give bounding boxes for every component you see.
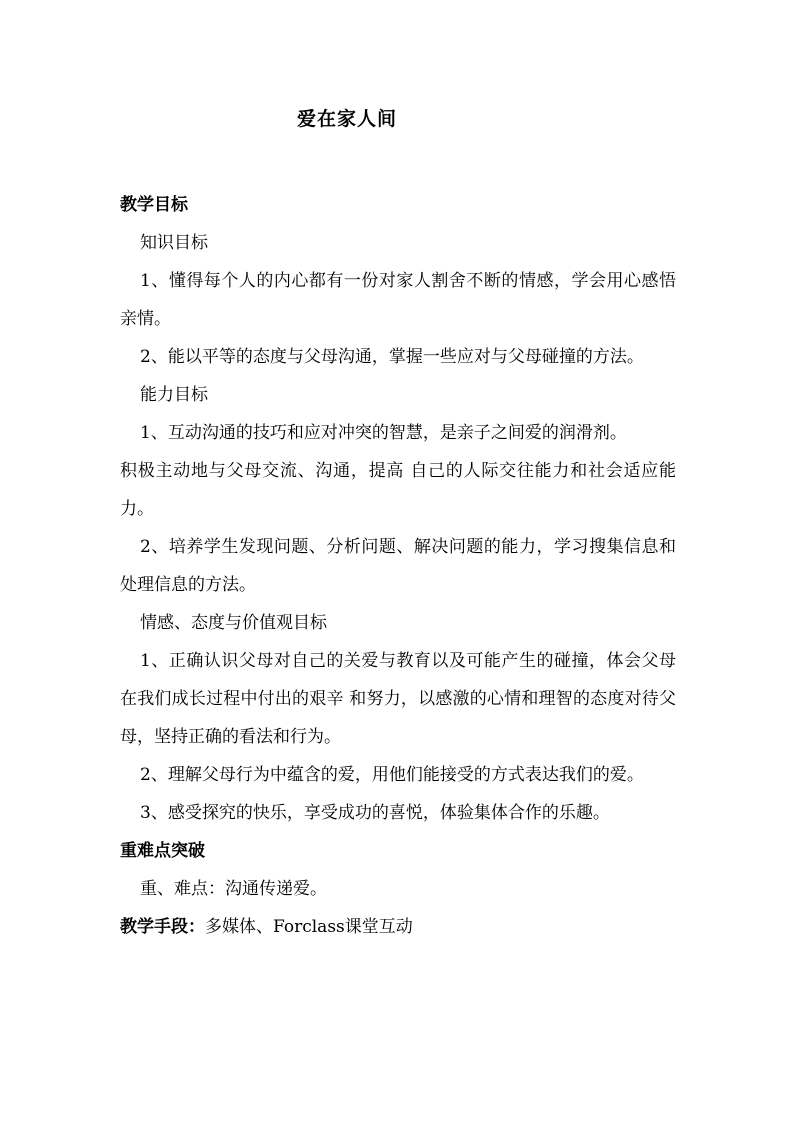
document-title-text: 爱在家人间 — [296, 108, 397, 130]
teaching-means — [120, 908, 676, 946]
subheading-emotion: 情感、态度与价值观目标 — [140, 613, 327, 633]
ability-item-2: 2、培养学生发现问题、分析问题、解决问题的能力，学习搜集信息和处理信息的方法。 — [120, 537, 676, 595]
knowledge-item-2: 2、能以平等的态度与父母沟通，掌握一些应对与父母碰撞的方法。 — [140, 347, 644, 367]
section-heading-objectives: 教学目标 — [120, 195, 188, 215]
ability-item-1: 1、互动沟通的技巧和应对冲突的智慧，是亲子之间爱的润滑剂。 — [140, 423, 627, 443]
emotion-item-1: 1、正确认识父母对自己的关爱与教育以及可能产生的碰撞，体会父母在我们成长过程中付出的艰辛 和努力，以感激的心情和理智的态度对待父母，坚持正确的看法和行为。 — [120, 651, 676, 747]
key-points-text: 重、难点：沟通传递爱。 — [140, 879, 327, 899]
teaching-means-text: 多媒体、Forclass课堂互动 — [205, 917, 413, 937]
ability-item-1-continued: 积极主动地与父母交流、沟通，提高 自己的人际交往能力和社会适应能力。 — [120, 461, 676, 519]
teaching-means-label: 教学手段： — [120, 917, 205, 937]
subheading-knowledge: 知识目标 — [140, 233, 208, 253]
emotion-item-3: 3、感受探究的快乐，享受成功的喜悦，体验集体合作的乐趣。 — [140, 803, 610, 823]
document-title — [0, 104, 794, 131]
section-heading-key-points: 重难点突破 — [120, 841, 205, 861]
document-body — [120, 186, 676, 946]
knowledge-item-1: 1、懂得每个人的内心都有一份对家人割舍不断的情感，学会用心感悟亲情。 — [120, 271, 676, 329]
emotion-item-2: 2、理解父母行为中蕴含的爱，用他们能接受的方式表达我们的爱。 — [140, 765, 644, 785]
subheading-ability: 能力目标 — [140, 385, 208, 405]
